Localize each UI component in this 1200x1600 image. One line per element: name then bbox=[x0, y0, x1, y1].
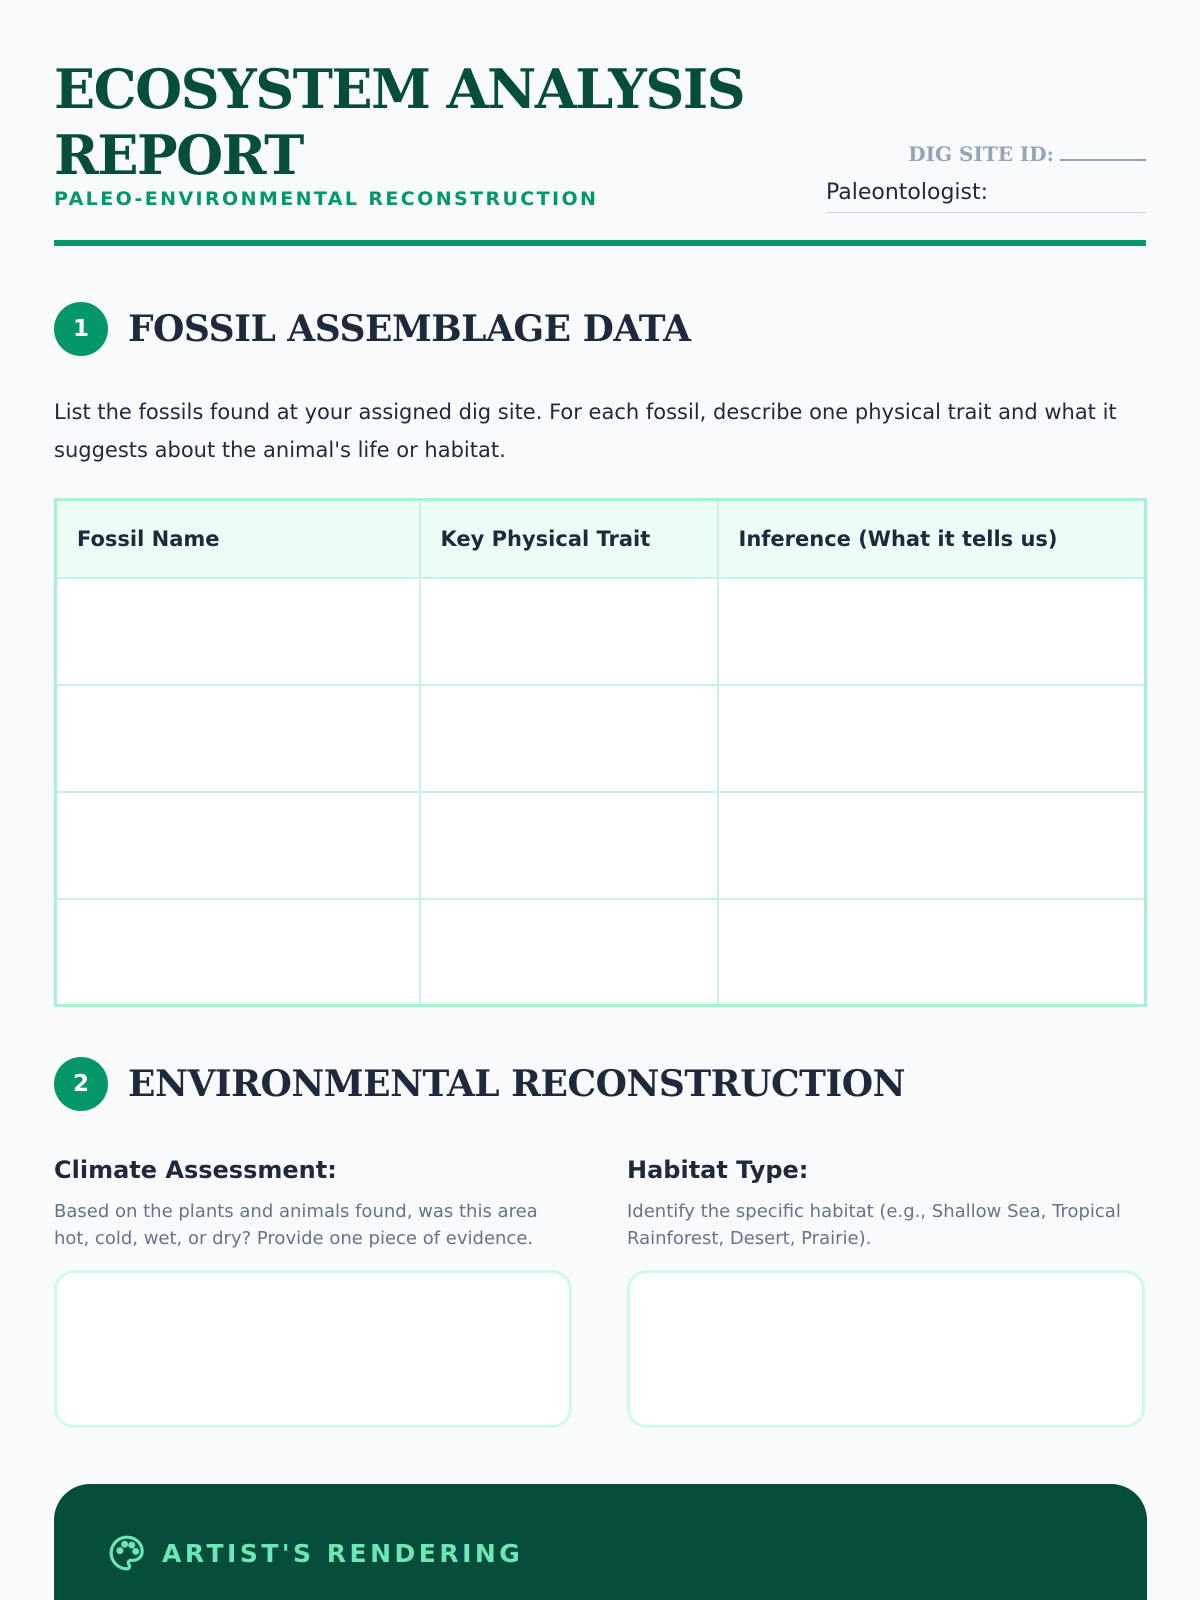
artist-rendering-heading bbox=[108, 1534, 523, 1572]
climate-description: Based on the plants and animals found, was this area hot, cold, wet, or dry? Provide one piece of evidence. bbox=[54, 1201, 538, 1249]
table-cell[interactable] bbox=[56, 685, 420, 792]
dig-site-id-label: DIG SITE ID: bbox=[908, 142, 1054, 166]
section-environmental-heading bbox=[54, 1057, 905, 1111]
column-header-inference: Inference (What it tells us) bbox=[718, 500, 1146, 578]
report-meta bbox=[826, 140, 1146, 213]
section-title: ENVIRONMENTAL RECONSTRUCTION bbox=[128, 1063, 906, 1105]
habitat-type bbox=[627, 1154, 1145, 1428]
fossil-instructions: List the fossils found at your assigned dig site. For each fossil, describe one physical trait and what it suggests about the animal's life or habitat. bbox=[54, 400, 1117, 462]
table-cell[interactable] bbox=[718, 685, 1146, 792]
table-cell[interactable] bbox=[420, 899, 718, 1006]
report-header bbox=[54, 0, 1146, 248]
artist-rendering-panel bbox=[54, 1484, 1147, 1600]
table-cell[interactable] bbox=[420, 578, 718, 685]
report-title: ECOSYSTEM ANALYSIS REPORT bbox=[54, 57, 745, 187]
table-row bbox=[56, 792, 1146, 899]
header-divider bbox=[54, 240, 1146, 246]
habitat-description: Identify the specific habitat (e.g., Shallow Sea, Tropical Rainforest, Desert, Prairie). bbox=[627, 1201, 1121, 1249]
paleontologist-field[interactable] bbox=[826, 178, 1146, 213]
habitat-answer-box[interactable] bbox=[627, 1270, 1145, 1428]
climate-label: Climate Assessment: bbox=[54, 1156, 337, 1184]
table-cell[interactable] bbox=[56, 578, 420, 685]
climate-answer-box[interactable] bbox=[54, 1270, 572, 1428]
column-header-key-trait: Key Physical Trait bbox=[420, 500, 718, 578]
table-cell[interactable] bbox=[420, 685, 718, 792]
artist-rendering-label: ARTIST'S RENDERING bbox=[162, 1538, 524, 1568]
table-cell[interactable] bbox=[718, 899, 1146, 1006]
paleontologist-label: Paleontologist: bbox=[826, 180, 989, 205]
habitat-label: Habitat Type: bbox=[627, 1156, 809, 1184]
section-number-badge: 1 bbox=[54, 302, 108, 356]
table-cell[interactable] bbox=[718, 578, 1146, 685]
table-cell[interactable] bbox=[56, 792, 420, 899]
palette-icon bbox=[108, 1534, 146, 1572]
fossil-table bbox=[54, 498, 1147, 1007]
dig-site-id bbox=[826, 140, 1146, 168]
table-header-row bbox=[56, 500, 1146, 578]
table-row bbox=[56, 578, 1146, 685]
climate-assessment bbox=[54, 1154, 572, 1428]
table-row bbox=[56, 899, 1146, 1006]
section-number-badge: 2 bbox=[54, 1057, 108, 1111]
section-fossil-assemblage-heading bbox=[54, 302, 691, 356]
table-cell[interactable] bbox=[718, 792, 1146, 899]
section-title: FOSSIL ASSEMBLAGE DATA bbox=[128, 308, 691, 350]
table-cell[interactable] bbox=[420, 792, 718, 899]
report-subtitle: PALEO-ENVIRONMENTAL RECONSTRUCTION bbox=[54, 188, 599, 210]
table-cell[interactable] bbox=[56, 899, 420, 1006]
dig-site-id-field[interactable] bbox=[1060, 143, 1146, 161]
column-header-fossil-name: Fossil Name bbox=[56, 500, 420, 578]
table-row bbox=[56, 685, 1146, 792]
